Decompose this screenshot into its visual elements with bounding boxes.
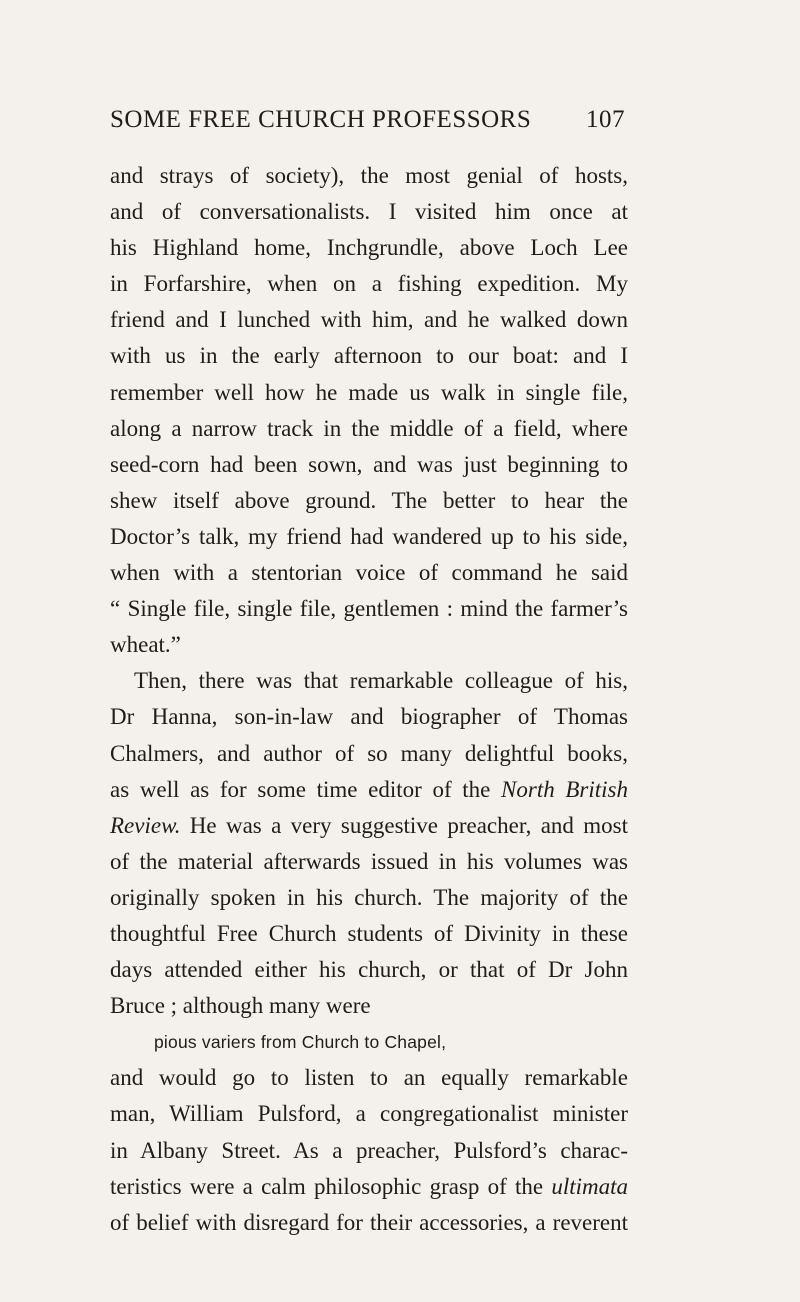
text-line: Chalmers, and author of so many delightful books,	[110, 740, 628, 766]
text-run: teristics were a calm philosophic grasp of the	[110, 1173, 552, 1199]
text-line: and of conversationalists. I visited him once at	[110, 199, 628, 225]
text-line: friend and I lunched with him, and he walked down	[110, 307, 628, 333]
text-line: of belief with disregard for their accessories, a reverent	[110, 1209, 628, 1235]
italic-title: North British	[501, 776, 628, 802]
italic-term: ultimata	[551, 1173, 628, 1199]
text-line: remember well how he made us walk in single file,	[110, 379, 628, 405]
text-line: of the material afterwards issued in his volumes was	[110, 848, 628, 874]
text-line: when with a stentorian voice of command he said	[110, 560, 628, 586]
running-head	[110, 106, 625, 146]
text-line: “ Single file, single file, gentlemen : mind the farmer’s	[110, 596, 628, 622]
text-line	[110, 1169, 628, 1205]
paragraph-first-line: Then, there was that remarkable colleague of his,	[134, 668, 628, 694]
text-line: with us in the early afternoon to our boat: and I	[110, 343, 628, 369]
text-line: seed-corn had been sown, and was just beginning to	[110, 451, 628, 477]
text-line: thoughtful Free Church students of Divinity in these	[110, 920, 628, 946]
text-line: originally spoken in his church. The majority of the	[110, 884, 628, 910]
text-line: Doctor’s talk, my friend had wandered up to his side,	[110, 523, 628, 549]
text-line: man, William Pulsford, a congregationalist minister	[110, 1101, 628, 1127]
text-line: Bruce ; although many were	[110, 993, 371, 1019]
text-run: as well as for some time editor of the	[110, 776, 502, 802]
text-line: shew itself above ground. The better to hear the	[110, 487, 628, 513]
body-text	[110, 158, 628, 1241]
quotation-line: pious variers from Church to Chapel,	[154, 1032, 447, 1053]
page-number: 107	[586, 106, 625, 133]
text-line: wheat.”	[110, 632, 181, 658]
text-run: He was a very suggestive preacher, and most	[180, 812, 628, 838]
text-line: his Highland home, Inchgrundle, above Loch Lee	[110, 235, 628, 261]
text-line: and would go to listen to an equally remarkable	[110, 1065, 628, 1091]
running-title: SOME FREE CHURCH PROFESSORS	[110, 106, 532, 133]
text-line: days attended either his church, or that of Dr John	[110, 957, 628, 983]
text-line: in Albany Street. As a preacher, Pulsford’s charac-	[110, 1137, 628, 1163]
text-line: Dr Hanna, son-in-law and biographer of Thomas	[110, 704, 628, 730]
text-line: in Forfarshire, when on a fishing expedition. My	[110, 271, 628, 297]
text-line	[110, 772, 628, 808]
text-line: and strays of society), the most genial of hosts,	[110, 163, 628, 188]
italic-title: Review.	[110, 812, 181, 838]
text-line	[110, 808, 628, 844]
text-line: along a narrow track in the middle of a field, where	[110, 415, 628, 441]
